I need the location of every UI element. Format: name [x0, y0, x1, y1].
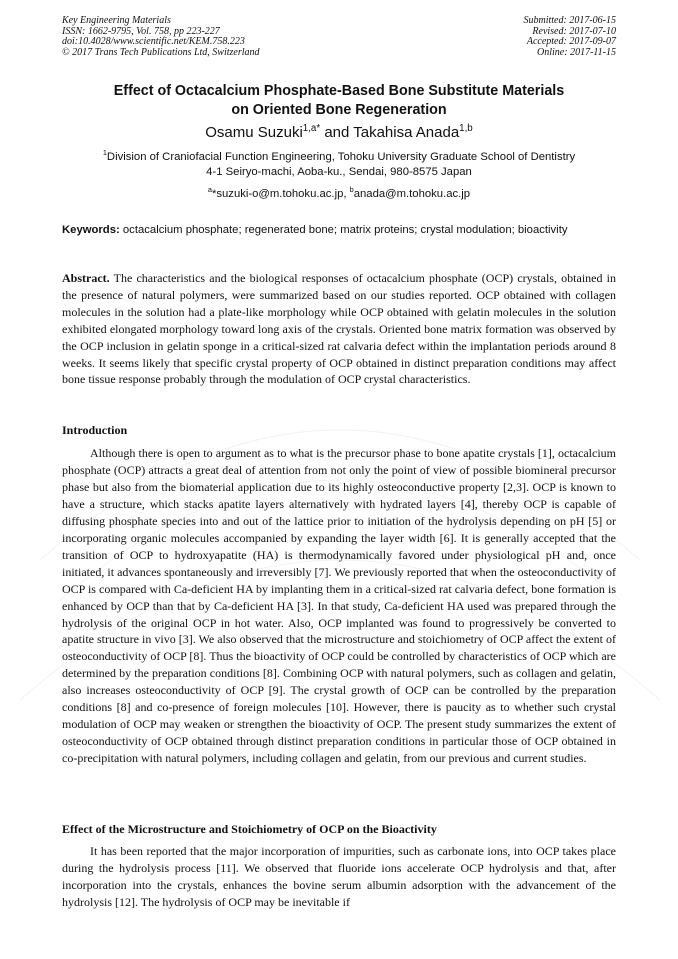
date-online: Online: 2017-11-15 — [537, 46, 616, 58]
email-b-sup: b — [349, 185, 354, 195]
title-line-2: on Oriented Bone Regeneration — [231, 102, 447, 118]
journal-doi: doi:10.4028/www.scientific.net/KEM.758.223 — [62, 36, 245, 48]
author-1-sup: 1,a* — [302, 123, 321, 134]
keywords-label: Keywords: — [62, 224, 120, 236]
intro-heading: Introduction — [62, 423, 128, 437]
email-a: *suzuki-o@m.tohoku.ac.jp, — [211, 188, 350, 200]
publication-dates — [524, 16, 617, 58]
author-2: Takahisa Anada — [353, 124, 460, 141]
section2-heading: Effect of the Microstructure and Stoichiometry of OCP on the Bioactivity — [62, 822, 437, 836]
journal-name: Key Engineering Materials — [62, 15, 171, 26]
author-1: Osamu Suzuki — [205, 124, 303, 141]
abstract-text: The characteristics and the biological responses of octacalcium phosphate (OCP) crystals, obtained in the presence of natural polymers, were summarized based on our studies reported. OCP obtained with collagen molecules in the solution had a plate-like morphology while OCP obtained with gelatin molecules in the solution exhibited elongated morphology toward long axis of the crystals. Oriented bone matrix formation was observed by the OCP inclusion in gelatin sponge in a critical-sized rat calvaria defect within the implantation periods around 8 weeks. It seems likely that specific crystal property of OCP obtained in distinct preparation conditions may affect bone tissue response probably through the modulation of OCP crystal characteristics. — [62, 271, 619, 387]
journal-header — [62, 16, 616, 58]
date-revised: Revised: 2017-07-10 — [532, 25, 616, 37]
keywords-text: octacalcium phosphate; regenerated bone; matrix proteins; crystal modulation; bioactivity — [119, 224, 568, 236]
paper-title — [62, 82, 616, 120]
abstract — [62, 270, 619, 388]
intro-paragraph: Although there is open to argument as to what is the precursor phase to bone apatite crystals [1], octacalcium phosphate (OCP) attracts a great deal of attention from not only the point of view of possible biomineral precursor phase but also from the biomaterial application due to its highly osteoconductive property [2,3]. OCP is known to have a structure, which stacks apatite layers alternatively with hydrated layers [4], thereby OCP is capable of diffusing phosphate species into and out of the lattice prior to initiation of the hydrolysis depending on pH [5] or incorporating organic molecules accompanied by expanding the layer width [6]. It is generally accepted that the transition of OCP to hydroxyapatite (HA) is thermodynamically favored under physiological pH and, once initiated, it advances spontaneously and irreversibly [7]. We previously reported that when the osteoconductivity of OCP is compared with Ca-deficient HA by implanting them in a critical-sized rat calvaria defect, bone formation is enhanced by OCP than that by Ca-deficient HA [3]. In that study, Ca-deficient HA used was prepared through the hydrolysis of the original OCP in hot water. Also, OCP implanted was found to progressively be converted to apatite structure in vivo [3]. We also observed that the microstructure and stoichiometry of OCP affect the extent of osteoconductivity of OCP [8]. Thus the bioactivity of OCP could be controlled by characteristics of OCP which are determined by the preparation conditions [8]. Combining OCP with natural polymers, such as collagen and gelatin, also increases osteoconductivity of OCP [9]. The crystal growth of OCP can be controlled by the preparation conditions [8] and co-presence of foreign molecules [10]. However, there is paucity as to whether such crystal modulation of OCP may weaken or strengthen the bioactivity of OCP. The present study summarizes the extent of osteoconductivity of OCP obtained through distinct preparation conditions in particular those of OCP obtained in co-precipitation with natural polymers, including collagen and gelatin, from our previous and current studies. — [62, 446, 616, 766]
date-submitted: Submitted: 2017-06-15 — [523, 15, 616, 26]
date-accepted: Accepted: 2017-09-07 — [526, 36, 616, 48]
affiliation-line-1: $^1$Division of Craniofacial Function Engineering, Tohoku University Graduate School of Dentistry — [102, 148, 576, 163]
section2-paragraph: It has been reported that the major incorporation of impurities, such as carbonate ions, into OCP takes place during the hydrolysis process [11]. We observed that fluoride ions accelerate OCP hydrolysis and that, after incorporation into the crystals, enhances the bovine serum albumin adsorption with the advancement of the hydrolysis [12]. The hydrolysis of OCP may be inevitable if — [62, 844, 616, 909]
affiliation-line-2: 4-1 Seiryo-machi, Aoba-ku., Sendai, 980-8575 Japan — [206, 166, 472, 178]
author-emails — [62, 187, 616, 202]
journal-issn: ISSN: 1662-9795, Vol. 758, pp 223-227 — [62, 25, 220, 37]
email-b: anada@m.tohoku.ac.jp — [353, 188, 471, 200]
keywords — [62, 223, 616, 238]
author-list — [62, 124, 616, 142]
author-and: and — [320, 124, 354, 141]
title-line-1: Effect of Octacalcium Phosphate-Based Bone Substitute Materials — [113, 83, 565, 99]
affiliation-sup: 1 — [102, 148, 107, 158]
journal-info — [62, 16, 260, 58]
affiliation — [62, 150, 616, 180]
journal-copyright: © 2017 Trans Tech Publications Ltd, Switzerland — [62, 46, 260, 58]
email-a-sup: a — [207, 185, 212, 195]
author-2-sup: 1,b — [459, 123, 473, 134]
abstract-label: Abstract. — [62, 271, 110, 285]
